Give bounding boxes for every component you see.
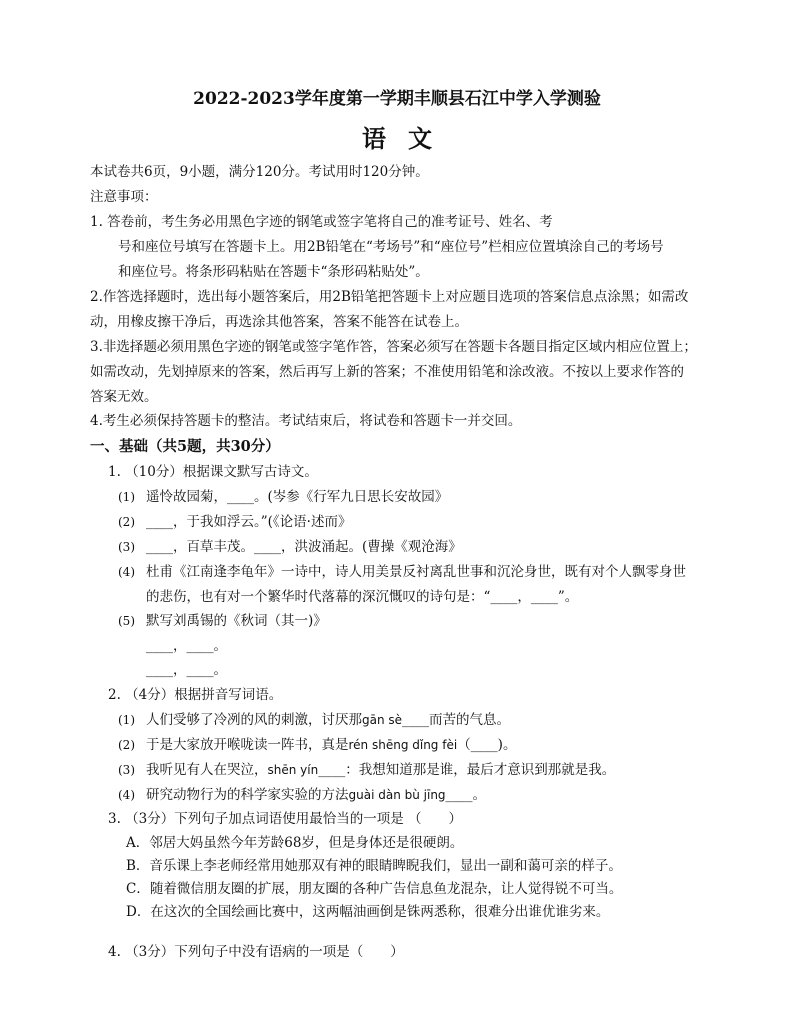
- q1-item-text: ____，百草丰茂。____，洪波涌起。(曹操《观沧海》: [146, 539, 462, 555]
- q2-item-num: (2): [118, 738, 135, 752]
- q1-item-text: ____，于我如浮云。”(《论语·述而》: [146, 514, 352, 530]
- q2-item-num: (3): [118, 763, 135, 777]
- q1-item-num: (1): [118, 490, 135, 504]
- note-1-line-3: 和座位号。将条形码粘贴在答题卡“条形码粘贴处”。: [118, 264, 429, 280]
- q2-item-pinyin: rén shēng dǐng fèi: [348, 738, 458, 752]
- note-2-line-1: 2.作答选择题时，选出每小题答案后，用2B铅笔把答题卡上对应题目选项的答案信息点涂黑；如需改: [90, 289, 689, 305]
- q2-item-text: 我听见有人在哭泣，: [146, 762, 268, 778]
- note-1-line-1: 1. 答卷前，考生务必用黑色字迹的钢笔或签字笔将自己的准考证号、姓名、考: [90, 214, 553, 230]
- subject-title: 语文: [362, 124, 454, 153]
- notes-heading: 注意事项：: [90, 189, 158, 205]
- q3-option-a: A．邻居大妈虽然今年芳龄68岁，但是身体还是很硬朗。: [126, 835, 464, 851]
- q2-item-text: 于是大家放开喉咙读一阵书，真是: [146, 737, 349, 753]
- note-3-line-2: 如需改动，先划掉原来的答案，然后再写上新的答案；不准使用铅笔和涂改液。不按以上要求作答的: [90, 364, 684, 380]
- q2-item-blank: ____。: [445, 787, 487, 803]
- q1-item-text: 杜甫《江南逢李龟年》一诗中，诗人用美景反衬离乱世事和沉沦身世，既有对个人飘零身世: [146, 564, 686, 580]
- q2-item: [146, 761, 615, 779]
- q2-item-text: 研究动物行为的科学家实验的方法: [146, 787, 349, 803]
- q2-item: [146, 736, 516, 754]
- q3-option-d: D．在这次的全国绘画比赛中，这两幅油画倒是铢两悉称，很难分出谁优谁劣来。: [126, 904, 610, 920]
- q1-blank-line-1: ____，____。: [146, 638, 227, 654]
- q1-blank-line-2: ____，____。: [146, 662, 227, 678]
- q1-item-text: 遥怜故园菊，____。(岑参《行军九日思长安故园》: [146, 489, 449, 505]
- note-4: 4.考生必须保持答题卡的整洁。考试结束后，将试卷和答题卡一并交回。: [90, 413, 522, 429]
- q1-item-text: 默写刘禹锡的《秋词（其一)》: [146, 613, 327, 629]
- q3-option-c: C．随着微信朋友圈的扩展，朋友圈的各种广告信息鱼龙混杂，让人觉得锐不可当。: [126, 881, 623, 897]
- q2-item-pinyin: guài dàn bù jīng: [348, 788, 446, 802]
- q2-item-pinyin: gān sè: [362, 713, 403, 727]
- note-2-line-2: 动，用橡皮擦干净后，再选涂其他答案，答案不能答在试卷上。: [90, 314, 468, 330]
- q2-item-blank: （____)。: [457, 737, 517, 753]
- q3-stem: 3. （3分）下列句子加点词语使用最恰当的一项是 （ ）: [108, 811, 463, 827]
- note-1-line-2: 号和座位号填写在答题卡上。用2B铅笔在“考场号”和“座位号”栏相应位置填涂自己的考场号: [118, 239, 664, 255]
- note-3-line-1: 3.非选择题必须用黑色字迹的钢笔或签字笔作答，答案必须写在答题卡各题目指定区域内相应位置上；: [90, 339, 697, 355]
- q4-stem: 4. （3分）下列句子中没有语病的一项是（ ）: [108, 944, 404, 960]
- exam-title: 2022-2023学年度第一学期丰顺县石江中学入学测验: [193, 89, 601, 109]
- exam-summary: 本试卷共6页，9小题，满分120分。考试用时120分钟。: [90, 164, 429, 180]
- q2-item-pinyin: shēn yín: [267, 763, 319, 777]
- section-1-heading: 一、基础（共5题，共30分）: [90, 438, 280, 455]
- q1-item-num: (4): [118, 565, 135, 579]
- q2-item-num: (4): [118, 788, 135, 802]
- q2-item: [146, 711, 510, 729]
- q1-item-num: (3): [118, 540, 135, 554]
- q2-item-blank: ____：我想知道那是谁，最后才意识到那就是我。: [318, 762, 616, 778]
- q2-item-text: 人们受够了冷冽的风的刺激，讨厌那: [146, 712, 362, 728]
- q2-item-num: (1): [118, 713, 135, 727]
- q1-item-text-continued: 的悲伤，也有对一个繁华时代落幕的深沉慨叹的诗句是：“____，____”。: [146, 589, 579, 605]
- q1-item-num: (2): [118, 515, 135, 529]
- q1-item-num: (5): [118, 614, 135, 628]
- q2-item-blank: ____而苦的气息。: [402, 712, 511, 728]
- q2-stem: 2. （4分）根据拼音写词语。: [108, 687, 283, 703]
- q2-item: [146, 786, 486, 804]
- note-3-line-3: 答案无效。: [90, 389, 158, 405]
- q3-option-b: B．音乐课上李老师经常用她那双有神的眼睛睥睨我们，显出一副和蔼可亲的样子。: [126, 858, 622, 874]
- q1-stem: 1. （10分）根据课文默写古诗文。: [108, 464, 318, 480]
